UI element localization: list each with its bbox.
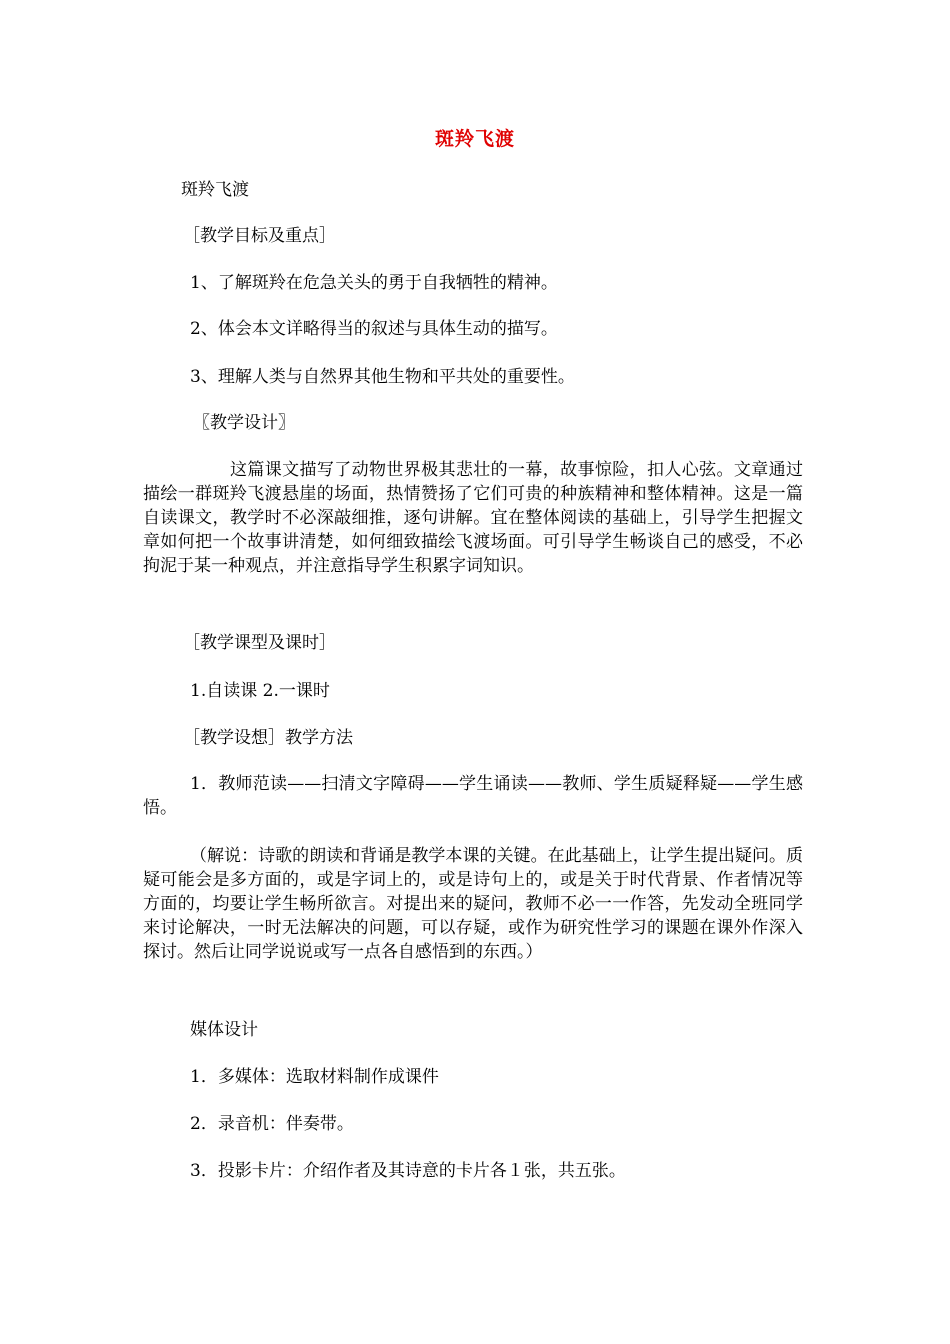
goal-item: 3、理解人类与自然界其他生物和平共处的重要性。 (190, 367, 575, 387)
media-item: 2．录音机：伴奏带。 (190, 1114, 354, 1134)
media-item: 1．多媒体：选取材料制作成课件 (190, 1067, 439, 1087)
design-heading: 〖教学设计〗 (193, 413, 295, 433)
goal-item: 1、了解斑羚在危急关头的勇于自我牺牲的精神。 (190, 273, 558, 293)
document-title: 斑羚飞渡 (434, 128, 515, 150)
lesson-type-heading: ［教学课型及课时］ (183, 633, 336, 653)
media-heading: 媒体设计 (190, 1020, 258, 1040)
design-paragraph: 这篇课文描写了动物世界极其悲壮的一幕，故事惊险，扣人心弦。文章通过描绘一群斑羚飞渡悬崖的场面，热情赞扬了它们可贵的种族精神和整体精神。这是一篇自读课文，教学时不必深敲细推，逐句讲解。宜在整体阅读的基础上，引导学生把握文章如何把一个故事讲清楚，如何细致描绘飞渡场面。可引导学生畅谈自己的感受，不必拘泥于某一种观点，并注意指导学生积累字词知识。 (143, 460, 803, 576)
explanation-paragraph: （解说：诗歌的朗读和背诵是教学本课的关键。在此基础上，让学生提出疑问。质疑可能会是多方面的，或是字词上的，或是诗句上的，或是关于时代背景、作者情况等方面的，均要让学生畅所欲言。对提出来的疑问，教师不必一一作答，先发动全班同学来讨论解决，一时无法解决的问题，可以存疑，或作为研究性学习的课题在课外作深入探讨。然后让同学说说或写一点各自感悟到的东西。） (143, 846, 803, 962)
lesson-type: 1.自读课 2.一课时 (190, 681, 330, 701)
method-heading: ［教学设想］教学方法 (183, 728, 353, 748)
method-paragraph: 1．教师范读——扫清文字障碍——学生诵读——教师、学生质疑释疑——学生感悟。 (143, 774, 803, 818)
media-item: 3．投影卡片：介绍作者及其诗意的卡片各１张，共五张。 (190, 1161, 626, 1181)
goal-item: 2、体会本文详略得当的叙述与具体生动的描写。 (190, 319, 558, 339)
goals-heading: ［教学目标及重点］ (183, 226, 336, 246)
document-subtitle: 斑羚飞渡 (181, 180, 249, 200)
